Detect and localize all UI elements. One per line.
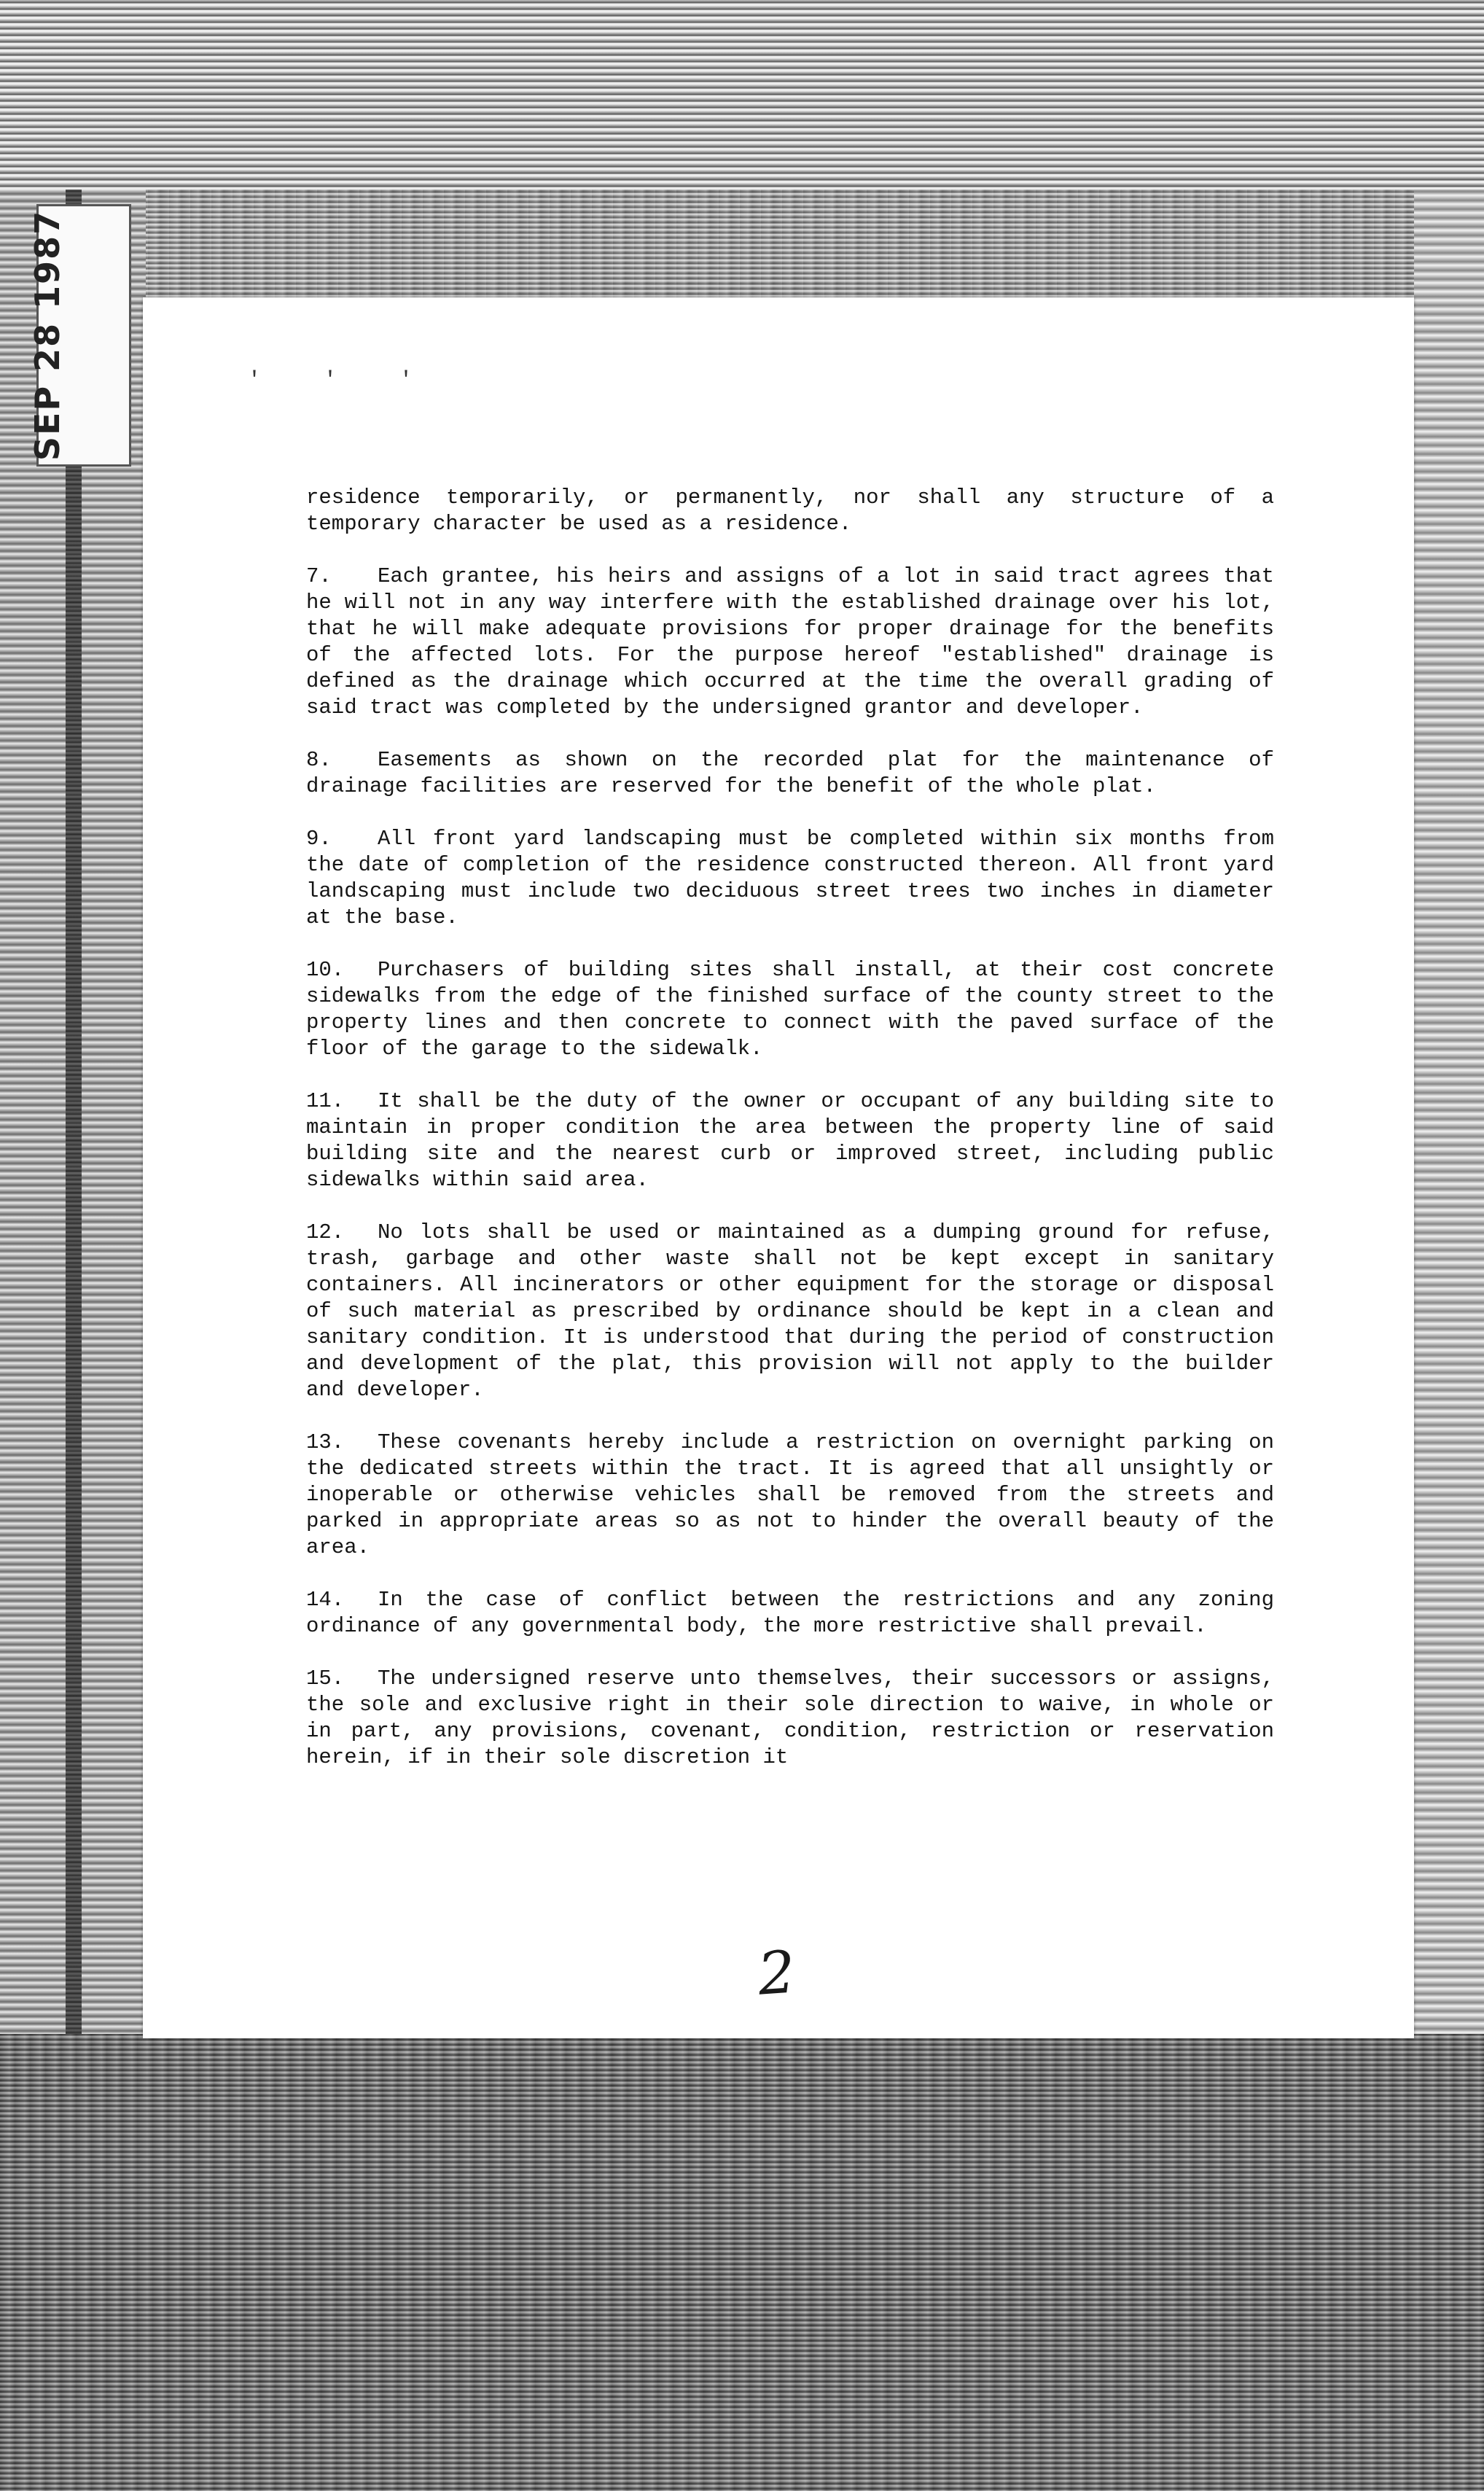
paragraph-number: 8. [306, 748, 332, 772]
paragraph-number: 7. [306, 564, 332, 588]
covenant-paragraph-7 [306, 564, 1274, 721]
paragraph-text: Easements as shown on the recorded plat for the maintenance of drainage facilities are reserved for the benefit of the whole plat. [306, 748, 1274, 798]
scan-noise-right [1414, 190, 1484, 2304]
covenant-paragraph-11 [306, 1088, 1274, 1193]
paragraph-text: In the case of conflict between the restrictions and any zoning ordinance of any governmental body, the more restrictive shall prevail. [306, 1588, 1274, 1638]
document-body [306, 485, 1274, 1797]
paragraph-number: 13. [306, 1430, 345, 1454]
intro-paragraph: residence temporarily, or permanently, nor shall any structure of a temporary character be used as a residence. [306, 486, 1274, 536]
covenant-paragraph-8 [306, 747, 1274, 800]
covenant-paragraph-9 [306, 826, 1274, 931]
covenant-paragraph-15 [306, 1666, 1274, 1771]
scan-noise-bottom [0, 2034, 1484, 2491]
date-stamp-text: SEP 28 1987 [28, 209, 67, 461]
paragraph-number: 12. [306, 1220, 345, 1244]
paragraph-text: These covenants hereby include a restriction on overnight parking on the dedicated streets within the tract. It is agreed that all unsightly or inoperable or otherwise vehicles shall be removed from the streets and parked in appropriate areas so as not to hinder the overall beauty of the area. [306, 1430, 1274, 1559]
paragraph-number: 9. [306, 827, 332, 851]
covenant-paragraph-13 [306, 1430, 1274, 1561]
stray-marks: ' ' ' [248, 368, 438, 393]
paragraph-number: 14. [306, 1588, 345, 1612]
paragraph-number: 11. [306, 1089, 345, 1113]
paragraph-text: Purchasers of building sites shall install, at their cost concrete sidewalks from the edge of the finished surface of the county street to the property lines and then concrete to connect with the paved surface of the floor of the garage to the sidewalk. [306, 958, 1274, 1061]
scan-noise-top [0, 0, 1484, 190]
paragraph-text: The undersigned reserve unto themselves, their successors or assigns, the sole and exclusive right in their sole direction to waive, in whole or in part, any provisions, covenant, condition, restriction or reservation herein, if in their sole discretion it [306, 1666, 1274, 1769]
paragraph-text: It shall be the duty of the owner or occupant of any building site to maintain in proper condition the area between the property line of said building site and the nearest curb or improved street, including public sidewalks within said area. [306, 1089, 1274, 1192]
covenant-paragraph-12 [306, 1220, 1274, 1403]
scan-edge-left [66, 190, 82, 2304]
paragraph-text: All front yard landscaping must be completed within six months from the date of completion of the residence constructed thereon. All front yard landscaping must include two deciduous street trees two inches in diameter at the base. [306, 827, 1274, 929]
paragraph-number: 10. [306, 958, 345, 982]
paragraph-text: No lots shall be used or maintained as a dumping ground for refuse, trash, garbage and other waste shall not be kept except in sanitary containers. All incinerators or other equipment for the storage or disposal of such material as prescribed by ordinance should be kept in a clean and sanitary condition. It is understood that during the period of construction and development of the plat, this provision will not apply to the builder and developer. [306, 1220, 1274, 1402]
paragraph-text: Each grantee, his heirs and assigns of a lot in said tract agrees that he will not in any way interfere with the established drainage over his lot, that he will make adequate provisions for proper drainage for the benefits of the affected lots. For the purpose hereof "established" drainage is defined as the drainage which occurred at the time the overall grading of said tract was completed by the undersigned grantor and developer. [306, 564, 1274, 720]
covenant-paragraph-14 [306, 1587, 1274, 1640]
covenant-paragraph-10 [306, 957, 1274, 1062]
paragraph-number: 15. [306, 1666, 345, 1691]
page-number: 2 [755, 1938, 798, 2008]
